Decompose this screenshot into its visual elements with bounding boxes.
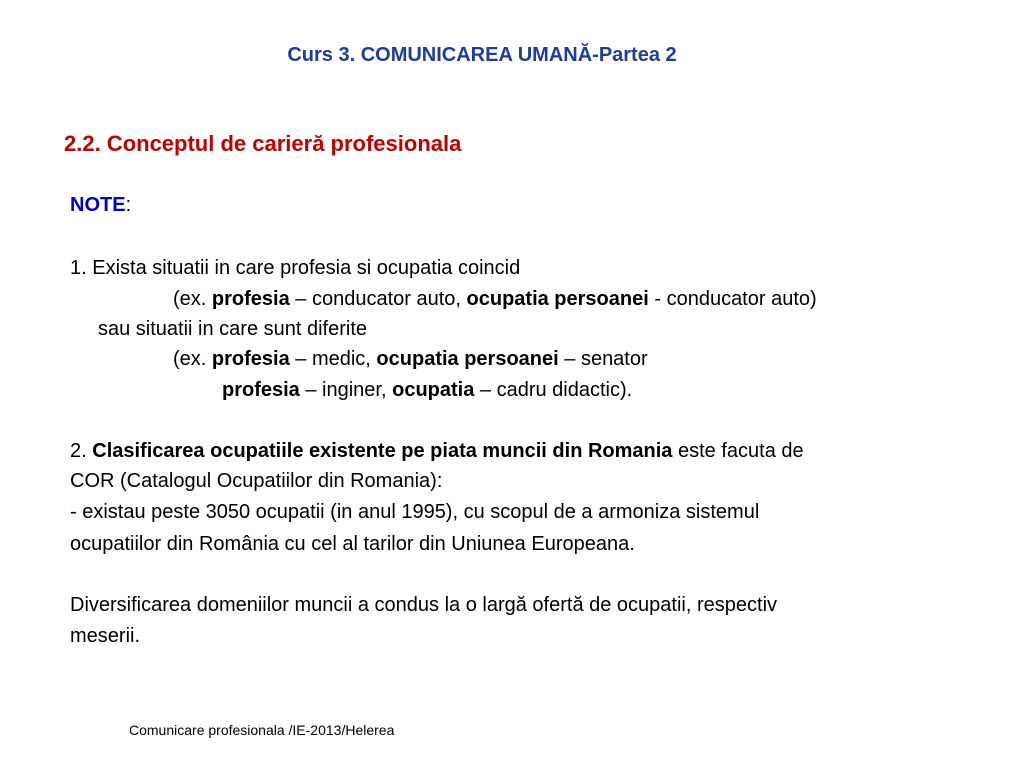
ex3-mid: – inginer,: [299, 379, 393, 401]
item1-example3: [222, 378, 632, 402]
item2-line2: COR (Catalogul Ocupatiilor din Romania):: [70, 470, 443, 492]
item2-line1: [70, 439, 804, 463]
item1-example1: [173, 287, 817, 311]
paragraph-line2: meserii.: [70, 625, 141, 647]
ex2-term2: ocupatia persoanei: [376, 348, 559, 370]
item2-bold: Clasificarea ocupatiile existente pe piata muncii din Romania: [92, 440, 673, 462]
ex1-term2: ocupatia persoanei: [466, 288, 649, 310]
header-title-text: Curs 3. COMUNICAREA UMANĂ-Partea 2: [287, 44, 677, 66]
footer-text: Comunicare profesionala /IE-2013/Helerea: [129, 722, 395, 738]
ex2-prefix: (ex.: [173, 348, 212, 370]
item1-alt: sau situatii in care sunt diferite: [98, 318, 368, 340]
ex1-end: - conducator auto): [648, 288, 817, 310]
ex3-end: – cadru didactic).: [474, 379, 633, 401]
paragraph-line1: Diversificarea domeniilor muncii a condus la o largă ofertă de ocupatii, respectiv: [70, 594, 778, 616]
item2-line4: ocupatiilor din România cu cel al tarilor din Uniunea Europeana.: [70, 533, 635, 555]
item2-line3: - existau peste 3050 ocupatii (in anul 1995), cu scopul de a armoniza sistemul: [70, 501, 760, 523]
item2-rest: este facuta de: [672, 440, 804, 462]
ex3-term1: profesia: [222, 379, 300, 401]
ex1-prefix: (ex.: [173, 288, 212, 310]
item1-example2: [173, 347, 648, 371]
header-title: [0, 44, 964, 67]
ex3-term2: ocupatia: [392, 379, 475, 401]
note-label-line: [70, 193, 131, 217]
item1-intro: 1. Exista situatii in care profesia si ocupatia coincid: [70, 257, 521, 279]
item2-prefix: 2.: [70, 440, 93, 462]
ex1-mid: – conducator auto,: [289, 288, 467, 310]
note-label: NOTE: [70, 194, 126, 216]
ex2-mid: – medic,: [289, 348, 377, 370]
note-label-suffix: :: [125, 194, 132, 216]
section-heading: 2.2. Conceptul de carieră profesionala: [64, 131, 462, 156]
ex2-end: – senator: [558, 348, 648, 370]
ex2-term1: profesia: [211, 348, 290, 370]
ex1-term1: profesia: [211, 288, 290, 310]
